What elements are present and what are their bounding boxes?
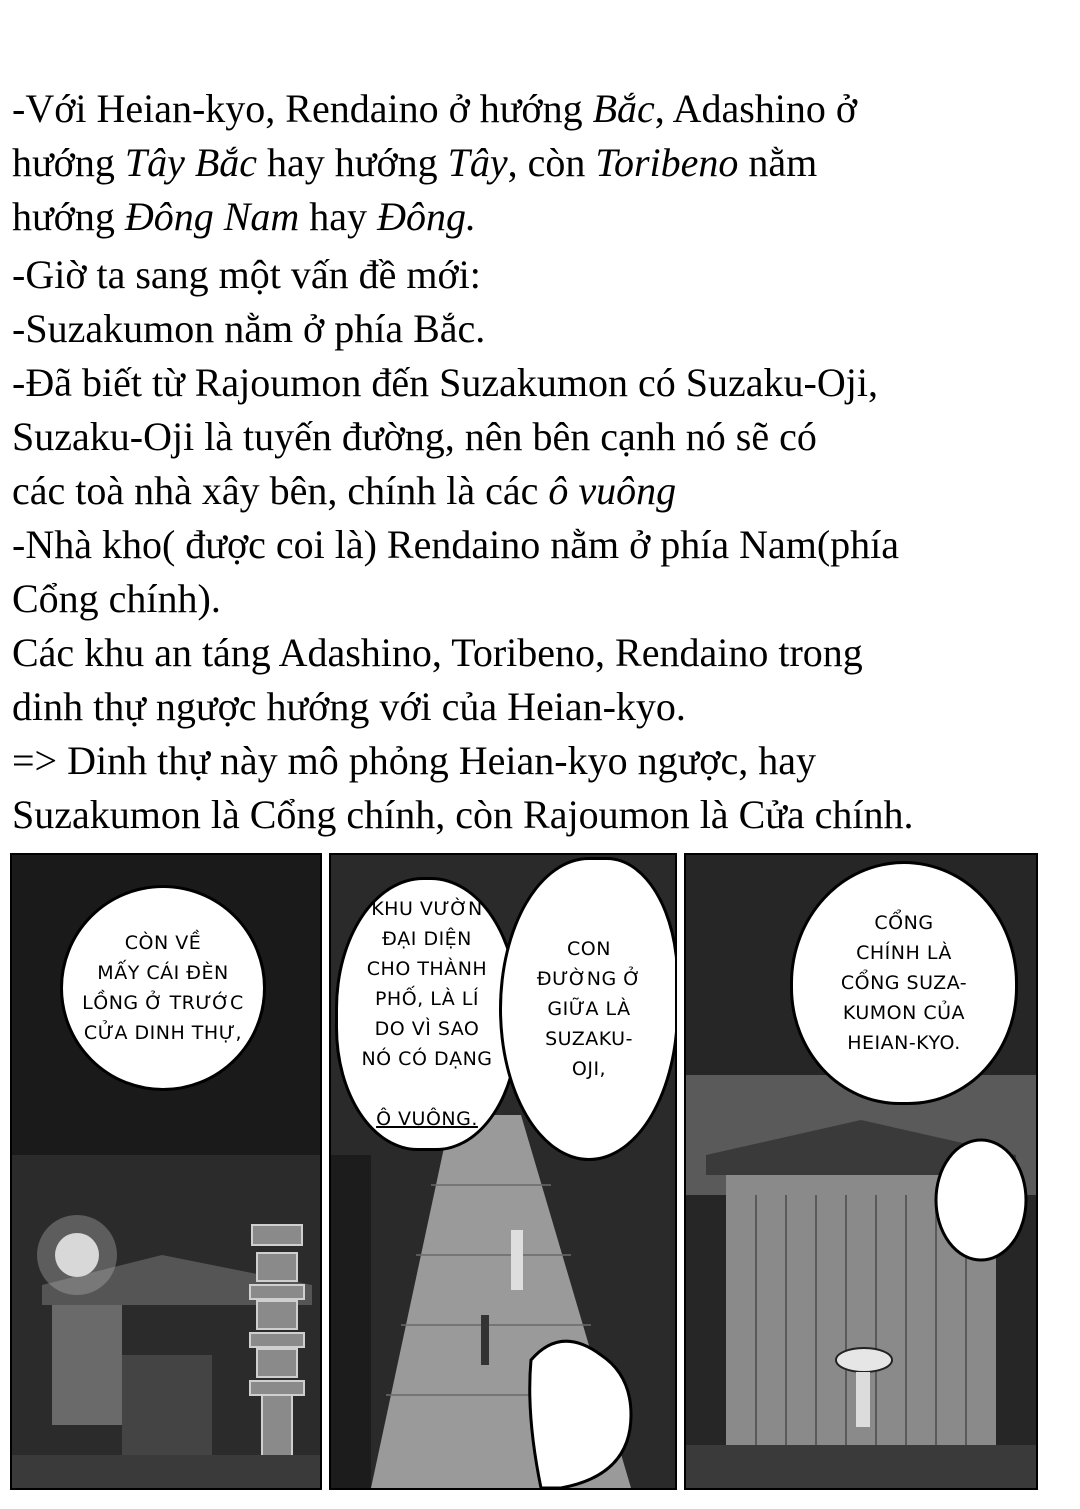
note-line: Suzakumon là Cổng chính, còn Rajoumon là Cửa chính. bbox=[12, 792, 914, 837]
note-line: -Với Heian-kyo, Rendaino ở hướng Bắc, Adashino ở bbox=[12, 86, 858, 131]
speech-text: CÒN VỀ MẤY CÁI ĐÈN LỒNG Ở TRƯỚC CỬA DINH THỰ, bbox=[82, 932, 244, 1044]
note-line: -Giờ ta sang một vấn đề mới: bbox=[12, 252, 481, 297]
note-line: -Suzakumon nằm ở phía Bắc. bbox=[12, 306, 486, 351]
speech-bubble bbox=[60, 885, 266, 1091]
speech-text: KHU VƯỜN ĐẠI DIỆN CHO THÀNH PHỐ, LÀ LÍ DO VÌ SAO NÓ CÓ DẠNG Ô VUÔNG. bbox=[361, 898, 493, 1130]
note-line: -Nhà kho( được coi là) Rendaino nằm ở phía Nam(phía bbox=[12, 522, 900, 567]
speech-text: CON ĐƯỜNG Ở GIỮA LÀ SUZAKU- OJI, bbox=[536, 938, 642, 1080]
note-line: Cổng chính). bbox=[12, 576, 221, 621]
note-line: Suzaku-Oji là tuyến đường, nên bên cạnh nó sẽ có bbox=[12, 414, 817, 459]
note-line: hướng Tây Bắc hay hướng Tây, còn Toribeno nằm bbox=[12, 140, 818, 185]
note-line: các toà nhà xây bên, chính là các ô vuông bbox=[12, 468, 677, 513]
translator-note bbox=[12, 82, 1072, 842]
manga-panel-garden bbox=[329, 853, 677, 1490]
note-line: hướng Đông Nam hay Đông. bbox=[12, 194, 476, 239]
speech-bubble bbox=[499, 857, 677, 1161]
note-line: Các khu an táng Adashino, Toribeno, Rendaino trong bbox=[12, 630, 863, 675]
note-line: => Dinh thự này mô phỏng Heian-kyo ngược, hay bbox=[12, 738, 816, 783]
note-line: dinh thự ngược hướng với của Heian-kyo. bbox=[12, 684, 686, 729]
manga-panel-gate bbox=[684, 853, 1038, 1490]
speech-text: CỔNG CHÍNH LÀ CỔNG SUZA- KUMON CỦA HEIAN-KYO. bbox=[840, 912, 968, 1054]
manga-panel-lanterns bbox=[10, 853, 322, 1490]
speech-bubble bbox=[335, 877, 519, 1151]
note-line: -Đã biết từ Rajoumon đến Suzakumon có Suzaku-Oji, bbox=[12, 360, 878, 405]
speech-bubble bbox=[790, 861, 1018, 1105]
